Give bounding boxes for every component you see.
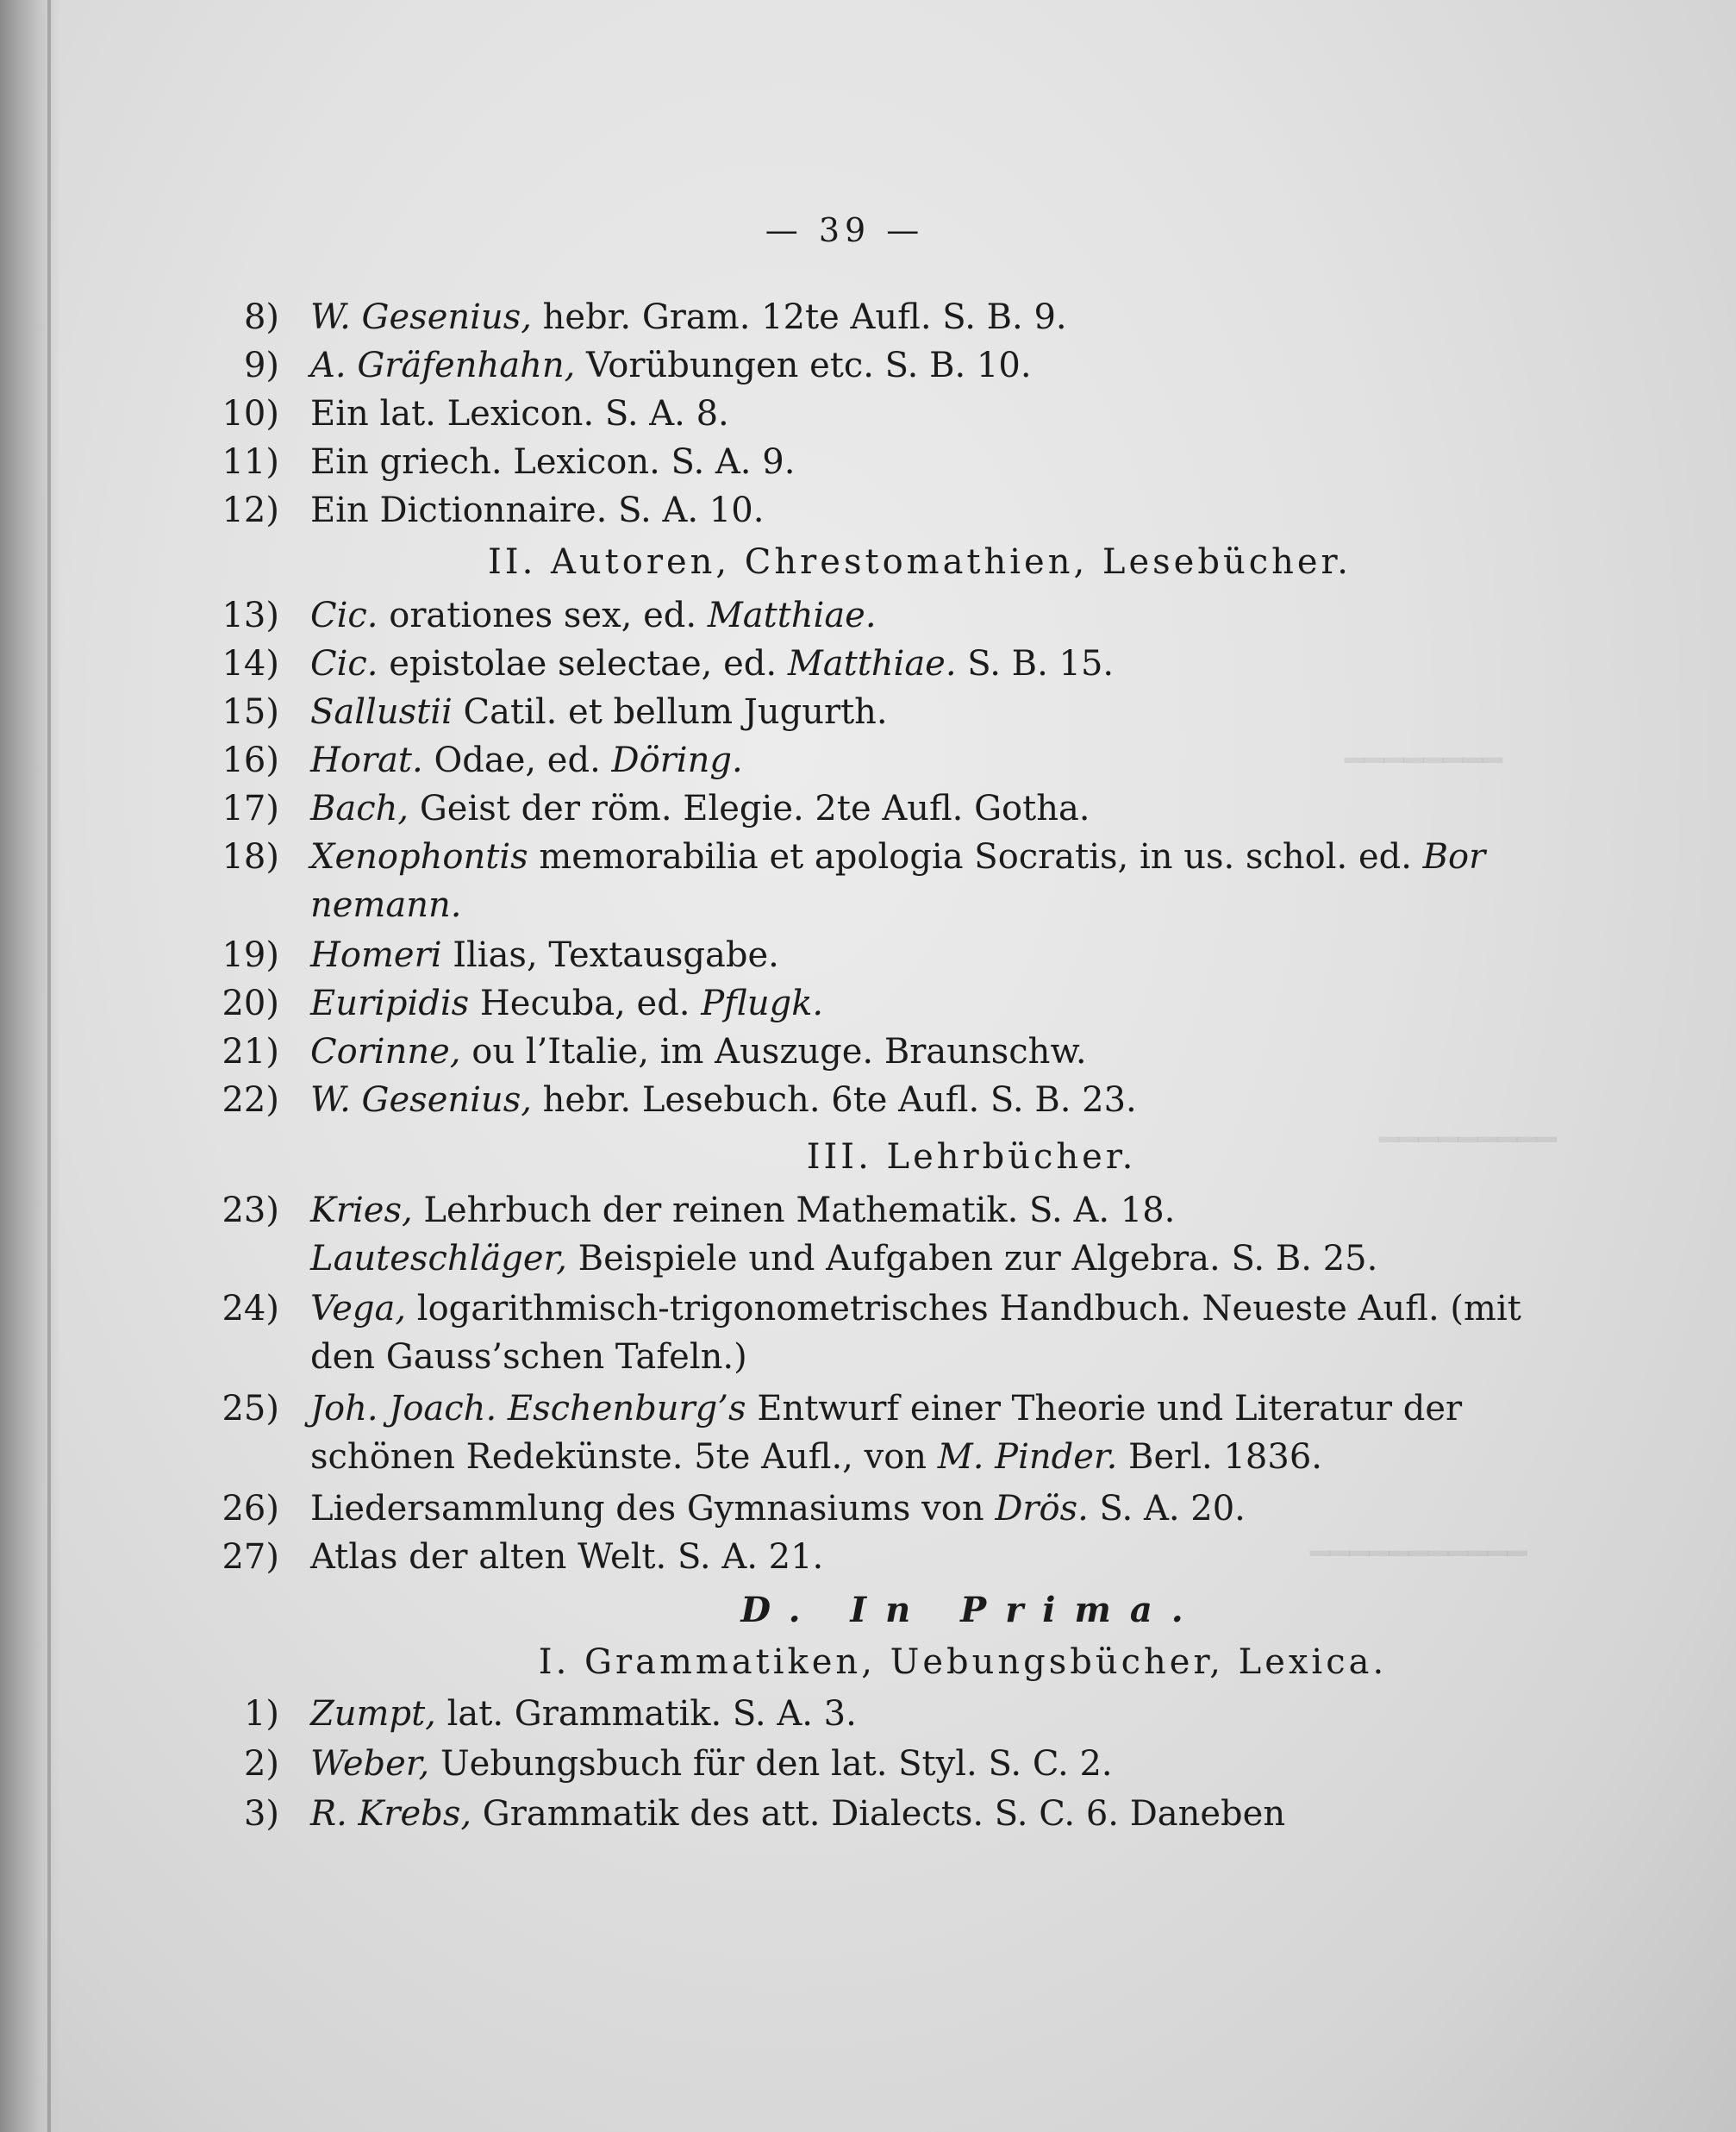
item-author: Homeri xyxy=(310,935,442,975)
item-number: 27) xyxy=(222,1537,279,1577)
item-rest: Vorübungen etc. S. B. 10. xyxy=(575,346,1032,385)
bleed-through-mark: ━━━━━━━━━━━ xyxy=(1310,1535,1527,1572)
item-number: 2) xyxy=(243,1744,279,1784)
item-text xyxy=(310,1186,1175,1235)
item-text xyxy=(310,1076,1137,1124)
item-rest: epistolae selectae, ed. xyxy=(378,644,788,684)
item-number: 18) xyxy=(222,837,279,877)
item-rest: ou l’Italie, im Auszuge. Braunschw. xyxy=(460,1032,1087,1072)
item-number: 11) xyxy=(222,442,279,482)
item-number: 15) xyxy=(222,692,279,732)
item-text xyxy=(310,293,1067,341)
item-text xyxy=(310,1485,1246,1533)
item-text xyxy=(310,438,795,486)
item-number: 13) xyxy=(222,596,279,635)
item-rest: Grammatik des att. Dialects. S. C. 6. Daneben xyxy=(471,1794,1286,1834)
item-editor: Matthiae. xyxy=(787,644,957,684)
item-rest: hebr. Lesebuch. 6te Aufl. S. B. 23. xyxy=(531,1080,1137,1120)
item-editor-continued: nemann. xyxy=(310,885,462,925)
item-number: 8) xyxy=(243,297,279,337)
item-rest: Entwurf einer Theorie und Literatur der xyxy=(746,1389,1463,1429)
item-text xyxy=(310,979,823,1028)
item-author: A. Gräfenhahn, xyxy=(310,346,576,385)
item-text xyxy=(310,1385,1462,1433)
section-heading-lehrbuecher: III. Lehrbücher. xyxy=(806,1137,1137,1177)
item-number: 22) xyxy=(222,1080,279,1120)
item-rest: Ein griech. Lexicon. S. A. 9. xyxy=(310,442,796,482)
section-heading-grammatiken: I. Grammatiken, Uebungsbücher, Lexica. xyxy=(538,1642,1388,1682)
item-text xyxy=(310,931,779,979)
item-text xyxy=(310,390,729,438)
item-rest: Geist der röm. Elegie. 2te Aufl. Gotha. xyxy=(409,789,1090,828)
item-number: 20) xyxy=(222,984,279,1023)
item-author: Bach, xyxy=(310,789,409,828)
item-author: Zumpt, xyxy=(310,1694,436,1734)
item-text xyxy=(310,1235,1377,1283)
item-text xyxy=(310,1740,1113,1788)
item-number: 25) xyxy=(222,1389,279,1429)
item-author: Corinne, xyxy=(310,1032,461,1072)
item-editor: Döring. xyxy=(611,741,743,780)
item-text xyxy=(310,785,1090,833)
item-text xyxy=(310,640,1114,688)
page-fold-shadow xyxy=(0,0,60,2132)
item-editor: Bor xyxy=(1422,837,1486,877)
item-author: Cic. xyxy=(310,644,378,684)
item-tail: S. A. 20. xyxy=(1088,1489,1246,1529)
item-author: Joh. Joach. Eschenburg’s xyxy=(310,1389,746,1429)
item-rest: Catil. et bellum Jugurth. xyxy=(452,692,888,732)
item-number: 12) xyxy=(222,491,279,530)
item-text xyxy=(310,591,877,640)
item-rest: Beispiele und Aufgaben zur Algebra. S. B. 25. xyxy=(566,1239,1378,1279)
item-number: 10) xyxy=(222,394,279,434)
item-author: Xenophontis xyxy=(310,837,528,877)
item-text xyxy=(310,688,888,736)
item-continued-text: schönen Redekünste. 5te Aufl., von xyxy=(310,1437,938,1477)
item-number: 23) xyxy=(222,1191,279,1230)
item-author: Vega, xyxy=(310,1289,407,1329)
item-author: Lauteschläger, xyxy=(310,1239,567,1279)
bleed-through-mark: ━━━━━━━━ xyxy=(1345,741,1503,779)
item-rest: Uebungsbuch für den lat. Styl. S. C. 2. xyxy=(429,1744,1113,1784)
item-continuation xyxy=(310,881,461,929)
item-author: R. Krebs, xyxy=(310,1794,472,1834)
item-editor: M. Pinder. xyxy=(937,1437,1118,1477)
item-author: Euripidis xyxy=(310,984,470,1023)
item-rest: Lehrbuch der reinen Mathematik. S. A. 18. xyxy=(412,1191,1176,1230)
item-number: 24) xyxy=(222,1289,279,1329)
item-rest: memorabilia et apologia Socratis, in us. schol. ed. xyxy=(528,837,1423,877)
page-crease xyxy=(47,0,51,2132)
item-number: 3) xyxy=(243,1794,279,1834)
item-text xyxy=(310,736,743,785)
bleed-through-mark: ━━━━━━━━━ xyxy=(1379,1121,1557,1159)
item-text xyxy=(310,1028,1087,1076)
page-number: — 39 — xyxy=(765,211,925,249)
item-continuation: den Gauss’schen Tafeln.) xyxy=(310,1337,747,1377)
item-rest: logarithmisch-trigonometrisches Handbuch. Neueste Aufl. (mit xyxy=(406,1289,1521,1329)
item-rest: Liedersammlung des Gymnasiums von xyxy=(310,1489,996,1529)
item-rest: orationes sex, ed. xyxy=(378,596,708,635)
item-rest: Atlas der alten Welt. S. A. 21. xyxy=(310,1537,824,1577)
item-text xyxy=(310,1690,857,1738)
item-editor: Pflugk. xyxy=(701,984,824,1023)
item-rest: Ein Dictionnaire. S. A. 10. xyxy=(310,491,765,530)
item-editor: Drös. xyxy=(995,1489,1089,1529)
item-rest: Hecuba, ed. xyxy=(469,984,702,1023)
item-editor: Matthiae. xyxy=(707,596,877,635)
item-author: Weber, xyxy=(310,1744,430,1784)
item-number: 26) xyxy=(222,1489,279,1529)
item-text xyxy=(310,833,1485,881)
item-rest: Ein lat. Lexicon. S. A. 8. xyxy=(310,394,729,434)
item-text xyxy=(310,1533,823,1581)
item-text xyxy=(310,1285,1521,1333)
item-author: Kries, xyxy=(310,1191,413,1230)
item-number: 9) xyxy=(243,346,279,385)
item-rest: Odae, ed. xyxy=(422,741,612,780)
item-tail: Berl. 1836. xyxy=(1117,1437,1322,1477)
item-number: 14) xyxy=(222,644,279,684)
item-author: W. Gesenius, xyxy=(310,1080,532,1120)
item-text xyxy=(310,486,764,535)
item-number: 17) xyxy=(222,789,279,828)
item-number: 21) xyxy=(222,1032,279,1072)
item-rest: hebr. Gram. 12te Aufl. S. B. 9. xyxy=(531,297,1067,337)
item-tail: S. B. 15. xyxy=(956,644,1115,684)
item-author: Horat. xyxy=(310,741,423,780)
section-heading-autoren: II. Autoren, Chrestomathien, Lesebücher. xyxy=(487,542,1352,582)
item-number: 19) xyxy=(222,935,279,975)
item-author: Sallustii xyxy=(310,692,453,732)
item-rest: lat. Grammatik. S. A. 3. xyxy=(435,1694,857,1734)
section-heading-prima: D. In Prima. xyxy=(740,1590,1202,1630)
item-text xyxy=(310,1790,1285,1838)
item-number: 1) xyxy=(243,1694,279,1734)
item-number: 16) xyxy=(222,741,279,780)
item-author: Cic. xyxy=(310,596,378,635)
item-author: W. Gesenius, xyxy=(310,297,532,337)
item-text xyxy=(310,341,1032,390)
item-rest: Ilias, Textausgabe. xyxy=(441,935,779,975)
item-continuation xyxy=(310,1433,1322,1481)
